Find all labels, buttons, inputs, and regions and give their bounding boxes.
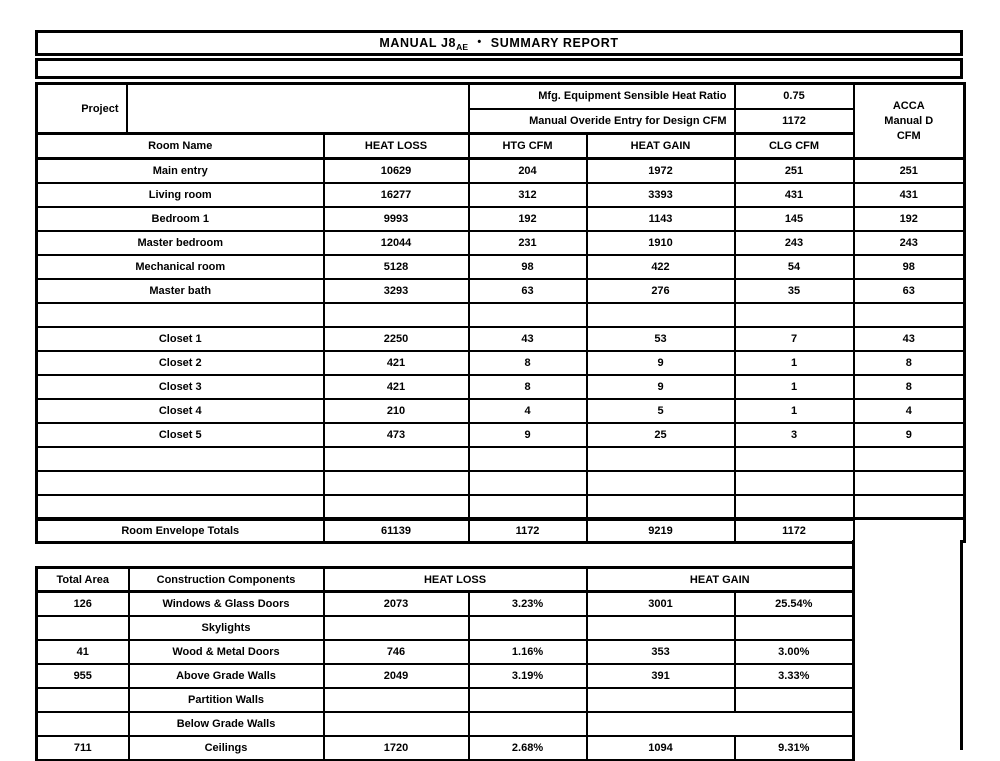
cell-manual-d-cfm: 431: [854, 183, 965, 207]
cell-con-heat-gain-pct: [735, 688, 854, 712]
cell-room-name: Bedroom 1: [37, 207, 324, 231]
cell-con-heat-loss-pct: [469, 616, 587, 640]
cell-clg-cfm: 251: [735, 159, 854, 183]
cell-heat-gain: 25: [587, 423, 735, 447]
project-value-field: [127, 84, 469, 134]
room-table-row: [37, 375, 965, 399]
room-table-row: [37, 495, 965, 519]
col-header-clg-cfm: CLG CFM: [735, 134, 854, 159]
cell-con-heat-loss: [324, 688, 469, 712]
cell-con-heat-gain: 1094: [587, 736, 735, 760]
header-row-1: [37, 84, 965, 109]
column-header-row: [37, 134, 965, 159]
cell-con-heat-loss: 2049: [324, 664, 469, 688]
room-table-row: [37, 183, 965, 207]
project-label: Project: [37, 84, 127, 134]
cell-manual-d-cfm: [854, 447, 965, 471]
cell-heat-loss: [324, 471, 469, 495]
cell-manual-d-cfm: 243: [854, 231, 965, 255]
cell-heat-loss: 3293: [324, 279, 469, 303]
cell-room-name: Closet 4: [37, 399, 324, 423]
cell-manual-d-cfm: 251: [854, 159, 965, 183]
cell-con-heat-loss-pct: 3.19%: [469, 664, 587, 688]
cell-room-name: Closet 5: [37, 423, 324, 447]
cell-room-name: [37, 471, 324, 495]
acca-manual-d-cfm-header: [854, 84, 965, 159]
cell-htg-cfm: [469, 303, 587, 327]
cell-htg-cfm: [469, 495, 587, 519]
construction-table-row: [37, 736, 854, 760]
cell-con-heat-loss-pct: [469, 688, 587, 712]
cell-htg-cfm: [469, 471, 587, 495]
cell-totals-heat-loss: 61139: [324, 519, 469, 543]
cell-clg-cfm: 1: [735, 375, 854, 399]
construction-rows-body: [37, 592, 854, 760]
col-header-construction-heat-loss: HEAT LOSS: [324, 568, 587, 592]
room-table-row: [37, 447, 965, 471]
construction-header-row: [37, 568, 854, 592]
cell-clg-cfm: 3: [735, 423, 854, 447]
cell-htg-cfm: 312: [469, 183, 587, 207]
manual-d-column-open-box: [854, 519, 965, 543]
cell-con-heat-loss-pct: 2.68%: [469, 736, 587, 760]
report-title-prefix: MANUAL J8: [379, 36, 457, 50]
cell-clg-cfm: 145: [735, 207, 854, 231]
room-summary-table: [35, 82, 966, 544]
cell-con-heat-loss: [324, 712, 469, 736]
cell-con-heat-loss: 1720: [324, 736, 469, 760]
cell-clg-cfm: 35: [735, 279, 854, 303]
title-bullet-separator: •: [477, 36, 482, 48]
cell-heat-loss: 2250: [324, 327, 469, 351]
cell-con-heat-gain: [587, 616, 735, 640]
report-title-suffix: SUMMARY REPORT: [490, 36, 619, 50]
cell-room-name: Closet 2: [37, 351, 324, 375]
col-header-htg-cfm: HTG CFM: [469, 134, 587, 159]
cell-heat-gain: 1910: [587, 231, 735, 255]
cell-total-area: [37, 712, 129, 736]
cell-con-heat-gain: 353: [587, 640, 735, 664]
cell-heat-loss: 421: [324, 375, 469, 399]
cell-con-heat-gain-pct: [735, 616, 854, 640]
room-table-row: [37, 255, 965, 279]
cell-htg-cfm: 98: [469, 255, 587, 279]
cell-total-area: 41: [37, 640, 129, 664]
cell-room-name: Closet 3: [37, 375, 324, 399]
blank-spacer-bar: [35, 58, 963, 79]
cell-heat-loss: [324, 495, 469, 519]
cell-heat-gain: 1972: [587, 159, 735, 183]
cell-totals-clg-cfm: 1172: [735, 519, 854, 543]
col-header-room-name: Room Name: [37, 134, 324, 159]
col-header-heat-gain: HEAT GAIN: [587, 134, 735, 159]
cell-heat-gain: 422: [587, 255, 735, 279]
cell-con-heat-gain: [587, 712, 854, 736]
cell-total-area: [37, 616, 129, 640]
col-header-total-area: Total Area: [37, 568, 129, 592]
cell-room-name: Main entry: [37, 159, 324, 183]
cell-con-heat-gain-pct: 3.00%: [735, 640, 854, 664]
cell-htg-cfm: [469, 447, 587, 471]
construction-table-row: [37, 616, 854, 640]
construction-table-row: [37, 688, 854, 712]
cell-totals-heat-gain: 9219: [587, 519, 735, 543]
cell-manual-d-cfm: 8: [854, 351, 965, 375]
cell-manual-d-cfm: [854, 471, 965, 495]
cell-heat-loss: [324, 447, 469, 471]
report-title-bar: [35, 30, 963, 56]
cell-heat-gain: [587, 471, 735, 495]
cell-heat-gain: [587, 447, 735, 471]
room-table-row: [37, 423, 965, 447]
cell-heat-loss: 10629: [324, 159, 469, 183]
cell-manual-d-cfm: 43: [854, 327, 965, 351]
cell-component: Above Grade Walls: [129, 664, 324, 688]
manual-override-label: Manual Overide Entry for Design CFM: [469, 109, 735, 134]
cell-htg-cfm: 43: [469, 327, 587, 351]
cell-con-heat-gain: 391: [587, 664, 735, 688]
cell-con-heat-gain-pct: 25.54%: [735, 592, 854, 616]
cell-con-heat-loss-pct: [469, 712, 587, 736]
cell-component: Below Grade Walls: [129, 712, 324, 736]
cell-clg-cfm: 7: [735, 327, 854, 351]
cell-component: Ceilings: [129, 736, 324, 760]
cell-room-name: Closet 1: [37, 327, 324, 351]
cell-clg-cfm: [735, 495, 854, 519]
room-table-row: [37, 207, 965, 231]
cell-htg-cfm: 4: [469, 399, 587, 423]
cell-heat-loss: 5128: [324, 255, 469, 279]
cell-room-name: [37, 303, 324, 327]
cell-heat-loss: [324, 303, 469, 327]
report-title-subscript: AE: [456, 41, 469, 52]
cell-heat-gain: 9: [587, 375, 735, 399]
cell-heat-loss: 210: [324, 399, 469, 423]
cell-manual-d-cfm: [854, 303, 965, 327]
cell-total-area: [37, 688, 129, 712]
cell-manual-d-cfm: [854, 495, 965, 519]
room-table-row: [37, 159, 965, 183]
cell-con-heat-gain-pct: 9.31%: [735, 736, 854, 760]
cell-manual-d-cfm: 98: [854, 255, 965, 279]
cell-room-name: Mechanical room: [37, 255, 324, 279]
cell-con-heat-loss: 2073: [324, 592, 469, 616]
cell-clg-cfm: 431: [735, 183, 854, 207]
cell-total-area: 955: [37, 664, 129, 688]
cell-clg-cfm: 54: [735, 255, 854, 279]
cell-total-area: 126: [37, 592, 129, 616]
cell-heat-gain: 5: [587, 399, 735, 423]
cell-clg-cfm: [735, 471, 854, 495]
room-table-row: [37, 279, 965, 303]
cell-heat-gain: 1143: [587, 207, 735, 231]
cell-room-name: [37, 495, 324, 519]
cell-manual-d-cfm: 192: [854, 207, 965, 231]
cell-heat-gain: 276: [587, 279, 735, 303]
cell-htg-cfm: 204: [469, 159, 587, 183]
cell-heat-loss: 12044: [324, 231, 469, 255]
cell-htg-cfm: 192: [469, 207, 587, 231]
acca-line-2: Manual D: [884, 114, 934, 127]
room-table-row: [37, 327, 965, 351]
cell-heat-gain: [587, 495, 735, 519]
room-rows-body: [37, 159, 965, 519]
construction-components-table: [35, 566, 855, 761]
cell-room-name: Master bath: [37, 279, 324, 303]
mfg-sensible-heat-ratio-label: Mfg. Equipment Sensible Heat Ratio: [469, 84, 735, 109]
cell-htg-cfm: 231: [469, 231, 587, 255]
room-table-row: [37, 231, 965, 255]
cell-heat-gain: [587, 303, 735, 327]
cell-clg-cfm: 1: [735, 399, 854, 423]
cell-component: Skylights: [129, 616, 324, 640]
cell-htg-cfm: 8: [469, 375, 587, 399]
construction-table-row: [37, 592, 854, 616]
room-totals-row: [37, 519, 965, 543]
cell-clg-cfm: 243: [735, 231, 854, 255]
cell-htg-cfm: 8: [469, 351, 587, 375]
col-header-heat-loss: HEAT LOSS: [324, 134, 469, 159]
construction-table-row: [37, 712, 854, 736]
cell-manual-d-cfm: 4: [854, 399, 965, 423]
cell-clg-cfm: [735, 303, 854, 327]
cell-con-heat-loss: 746: [324, 640, 469, 664]
room-table-row: [37, 303, 965, 327]
cell-con-heat-loss-pct: 1.16%: [469, 640, 587, 664]
cell-heat-gain: 3393: [587, 183, 735, 207]
cell-con-heat-gain-pct: 3.33%: [735, 664, 854, 688]
cell-con-heat-gain: [587, 688, 735, 712]
cell-totals-htg-cfm: 1172: [469, 519, 587, 543]
cell-component: Partition Walls: [129, 688, 324, 712]
cell-heat-loss: 16277: [324, 183, 469, 207]
cell-htg-cfm: 9: [469, 423, 587, 447]
cell-component: Windows & Glass Doors: [129, 592, 324, 616]
acca-line-1: ACCA: [892, 99, 925, 112]
cell-clg-cfm: [735, 447, 854, 471]
construction-table-row: [37, 664, 854, 688]
cell-room-name: Master bedroom: [37, 231, 324, 255]
cell-con-heat-loss-pct: 3.23%: [469, 592, 587, 616]
cell-heat-loss: 9993: [324, 207, 469, 231]
cell-con-heat-loss: [324, 616, 469, 640]
room-table-row: [37, 399, 965, 423]
col-header-construction-heat-gain: HEAT GAIN: [587, 568, 854, 592]
manual-d-column-box-extension: [852, 540, 963, 750]
cell-manual-d-cfm: 8: [854, 375, 965, 399]
construction-table-row: [37, 640, 854, 664]
cell-total-area: 711: [37, 736, 129, 760]
cell-room-name: [37, 447, 324, 471]
cell-totals-label: Room Envelope Totals: [37, 519, 324, 543]
cell-heat-gain: 9: [587, 351, 735, 375]
cell-component: Wood & Metal Doors: [129, 640, 324, 664]
cell-heat-loss: 473: [324, 423, 469, 447]
cell-clg-cfm: 1: [735, 351, 854, 375]
cell-manual-d-cfm: 63: [854, 279, 965, 303]
cell-heat-loss: 421: [324, 351, 469, 375]
cell-manual-d-cfm: 9: [854, 423, 965, 447]
acca-line-3: CFM: [896, 129, 921, 142]
cell-heat-gain: 53: [587, 327, 735, 351]
room-table-row: [37, 351, 965, 375]
cell-con-heat-gain: 3001: [587, 592, 735, 616]
cell-room-name: Living room: [37, 183, 324, 207]
manual-override-value: 1172: [735, 109, 854, 134]
mfg-sensible-heat-ratio-value: 0.75: [735, 84, 854, 109]
col-header-construction-components: Construction Components: [129, 568, 324, 592]
room-table-row: [37, 471, 965, 495]
cell-htg-cfm: 63: [469, 279, 587, 303]
